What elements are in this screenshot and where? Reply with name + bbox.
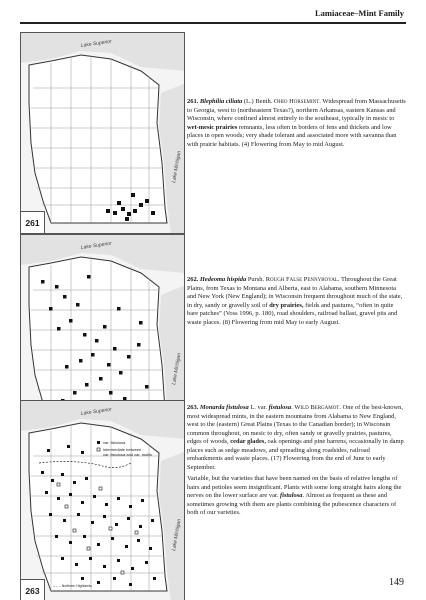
legend-item: var. fistulosa <box>103 440 126 445</box>
map-footnote: – – – Northern Highlands <box>53 584 92 588</box>
authority: (L.) Benth. <box>242 98 274 105</box>
map-number-261: 261 <box>21 211 45 233</box>
variation-text: . Almost as frequent as these and sometimes growing with them are plants combining the pubescence characters of both of our varieties. <box>187 492 397 516</box>
page-header-title: Lamiaceae–Mint Family <box>315 8 404 18</box>
habitat-highlight: cedar glades, <box>230 438 266 445</box>
map-number-263: 263 <box>21 579 45 600</box>
species-entry-263 <box>20 400 406 600</box>
authority: L. var. <box>248 404 269 411</box>
species-description-261 <box>187 98 406 151</box>
description-text: . Widespread from Massachusetts to Georgia, west to (northeastern Texas?), northern Arkansas, eastern Kansas and Wisconsin, where confined almost entirely to the southeast, typically in mesic to <box>187 98 406 122</box>
distribution-map-263 <box>20 400 185 600</box>
description-text: remnants, less often in borders of fens and thickets and low places in open woods; very shade tolerant and associated more with savanna than with prairie habitats. (4) Flowering from May to mid August. <box>187 123 397 148</box>
common-name: Wild Bergamot <box>294 404 340 411</box>
lake-superior-label: Lake Superior <box>80 406 113 417</box>
lake-superior-label: Lake Superior <box>80 38 113 49</box>
scientific-name: Monarda fistulosa <box>199 404 249 411</box>
authority: Pursh. <box>246 276 266 283</box>
header-rule <box>20 22 406 24</box>
period: . <box>291 404 295 411</box>
lake-michigan-label: Lake Michigan <box>171 150 183 184</box>
habitat-highlight: dry prairies, <box>269 301 304 309</box>
variation-text: Variable, but the varieties that have been named on the basis of relative lengths of hairs and petioles seem insignificant. Plants with some long straight hairs along the nerves on the lower surface are var. <box>187 475 402 499</box>
description-text: . One of the best-known, most widespread mints, in the eastern mountains from Alabama to New England, west to the (eastern) Great Plains (Texas to the Canadian border); in Wisconsin common throughout, on mesic to dry, often sandy or gravelly prairies, pastures, edges of woods, <box>187 404 404 445</box>
lake-michigan-label: Lake Michigan <box>171 352 183 386</box>
lake-michigan-label: Lake Michigan <box>171 518 183 552</box>
page-number: 149 <box>389 577 404 588</box>
legend-item: var. fistulosa and var. mollis <box>103 452 152 457</box>
description-text: oak openings and pine barrens, occasionally in damp places such as sedge meadows, and spreading along roadsides, railroad embankments and waste places. (17) Flowering from the end of June to early September. <box>187 438 404 471</box>
lake-superior-label: Lake Superior <box>80 240 113 251</box>
species-number: 263. <box>187 404 199 411</box>
scientific-name: Hedeoma hispida <box>199 276 247 283</box>
distribution-map-261 <box>20 32 185 234</box>
species-entry-261 <box>20 32 406 232</box>
wisconsin-map-svg <box>21 33 185 234</box>
description-text: . Throughout the Great Plains, from Texas to Montana and Alberta, east to Alabama, southern Minnesota and New York (New England); in Wisconsin frequent throughout much of the state, in dry, sandy or gravelly soil of <box>187 276 403 309</box>
species-description-262 <box>187 276 406 329</box>
variety-name: fistulosa <box>279 492 303 499</box>
habitat-highlight: wet-mesic prairies <box>187 123 238 131</box>
variety-name: fistulosa <box>268 404 292 411</box>
species-description-263 <box>187 404 406 520</box>
scientific-name: Blephilia ciliata <box>199 98 243 105</box>
common-name: Ohio Horsemint <box>273 98 320 105</box>
species-number: 261. <box>187 98 199 105</box>
wisconsin-map-svg <box>21 401 185 600</box>
legend-item: intermediate between <box>103 447 142 452</box>
description-text: fields and pastures, “often in quite bare patches” (Voss 1996, p. 180), road shoulders, railroad ballast, gravel pits and waste places. (8) Flowering from mid May to early August. <box>187 301 398 326</box>
species-number: 262. <box>187 276 199 283</box>
common-name: Rough False Pennyroyal <box>265 276 338 283</box>
